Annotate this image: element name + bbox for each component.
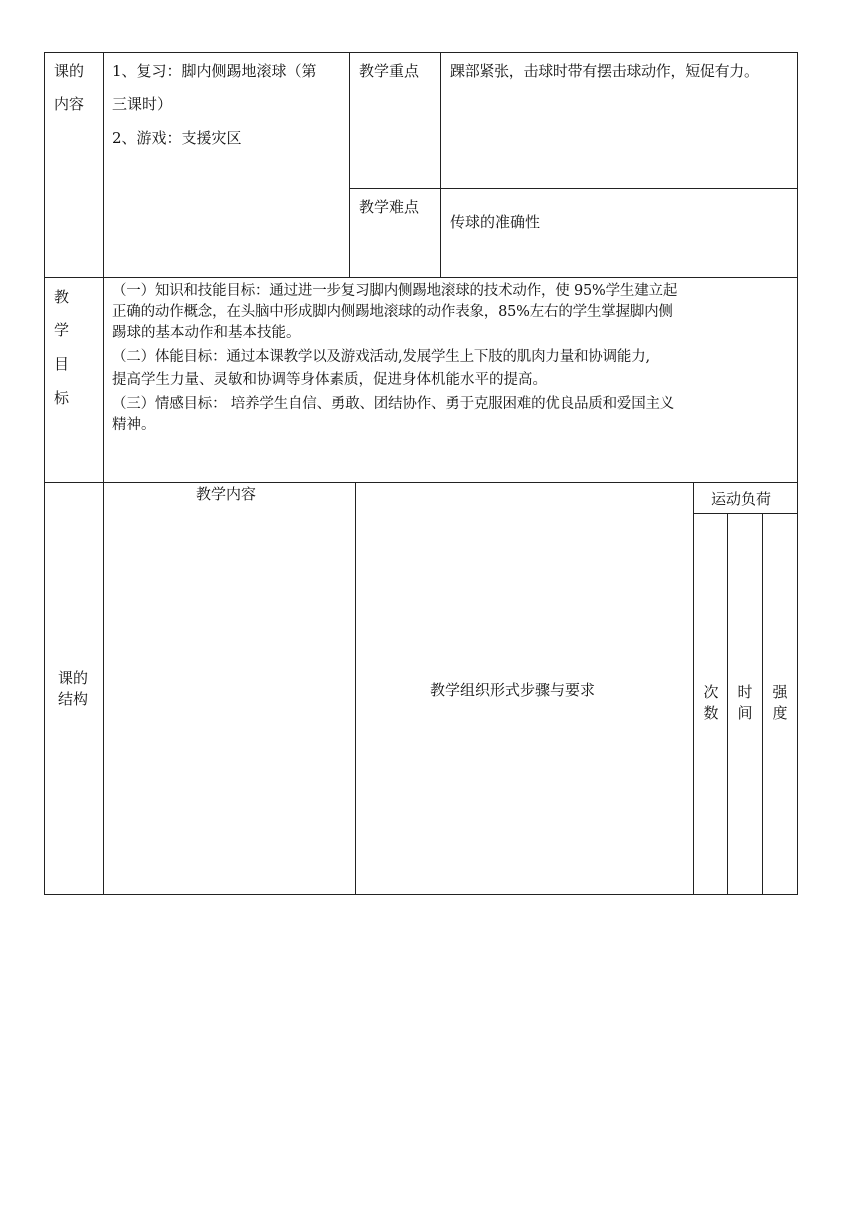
objective-line2: 正确的动作概念，在头脑中形成脚内侧踢地滚球的动作表象，85%左右的学生掌握脚内侧 xyxy=(112,304,673,320)
divider-key-difficulty xyxy=(349,188,798,189)
divider-content-keylabel xyxy=(349,52,350,277)
objective-line3: 踢球的基本动作和基本技能。 xyxy=(112,325,301,341)
objective-line5: 提高学生力量、灵敏和协调等身体素质，促进身体机能水平的提高。 xyxy=(112,372,547,388)
divider-keylabel-keytext xyxy=(440,52,441,277)
objectives-label-char4: 标 xyxy=(54,389,70,407)
difficulty-label: 教学难点 xyxy=(359,198,420,216)
key-point-text: 踝部紧张，击球时带有摆击球动作，短促有力。 xyxy=(450,62,759,80)
divider-content-organization xyxy=(355,482,356,894)
difficulty-text: 传球的准确性 xyxy=(450,213,541,231)
objectives-label-char2: 学 xyxy=(54,321,70,339)
key-point-label: 教学重点 xyxy=(359,62,420,80)
objective-line1: （一）知识和技能目标：通过进一步复习脚内侧踢地滚球的技术动作，使 95%学生建立起 xyxy=(112,283,678,299)
lesson-content-label-line2: 内容 xyxy=(54,95,85,113)
intensity-column-header xyxy=(769,685,791,721)
objective-line7: 精神。 xyxy=(112,417,156,433)
lesson-content-line2: 三课时） xyxy=(112,95,173,113)
row-divider-objectives-structure xyxy=(44,482,798,483)
lesson-content-label-line1: 课的 xyxy=(54,62,85,80)
structure-label-line2: 结构 xyxy=(58,690,89,708)
times-char1: 次 xyxy=(703,683,719,701)
objectives-label-char1: 教 xyxy=(54,288,70,306)
divider-duration-intensity xyxy=(762,513,763,894)
intensity-char2: 度 xyxy=(772,704,788,722)
organization-header: 教学组织形式步骤与要求 xyxy=(430,681,596,699)
objectives-label-char3: 目 xyxy=(54,355,70,373)
table-border-left xyxy=(44,52,45,894)
objective-line6: （三）情感目标： 培养学生自信、勇敢、团结协作、勇于克服困难的优良品质和爱国主义 xyxy=(112,396,675,412)
duration-char2: 间 xyxy=(737,704,753,722)
divider-load-header xyxy=(693,513,798,514)
times-column-header xyxy=(700,685,722,721)
divider-times-duration xyxy=(727,513,728,894)
duration-column-header xyxy=(734,685,756,721)
table-border-right xyxy=(797,52,798,894)
lesson-content-line3: 2、游戏：支援灾区 xyxy=(112,129,242,147)
exercise-load-header: 运动负荷 xyxy=(711,490,772,508)
table-border-top xyxy=(44,52,798,53)
intensity-char1: 强 xyxy=(772,683,788,701)
teaching-content-header: 教学内容 xyxy=(196,485,257,503)
times-char2: 数 xyxy=(703,704,719,722)
label-column-divider xyxy=(103,52,104,894)
lesson-content-line1: 1、复习：脚内侧踢地滚球（第 xyxy=(112,62,317,80)
row-divider-content-objectives xyxy=(44,277,798,278)
divider-organization-load xyxy=(693,482,694,894)
objective-line4: （二）体能目标：通过本课教学以及游戏活动,发展学生上下肢的肌肉力量和协调能力, xyxy=(112,349,650,365)
duration-char1: 时 xyxy=(737,683,753,701)
table-border-bottom xyxy=(44,894,798,895)
structure-label-line1: 课的 xyxy=(58,669,89,687)
